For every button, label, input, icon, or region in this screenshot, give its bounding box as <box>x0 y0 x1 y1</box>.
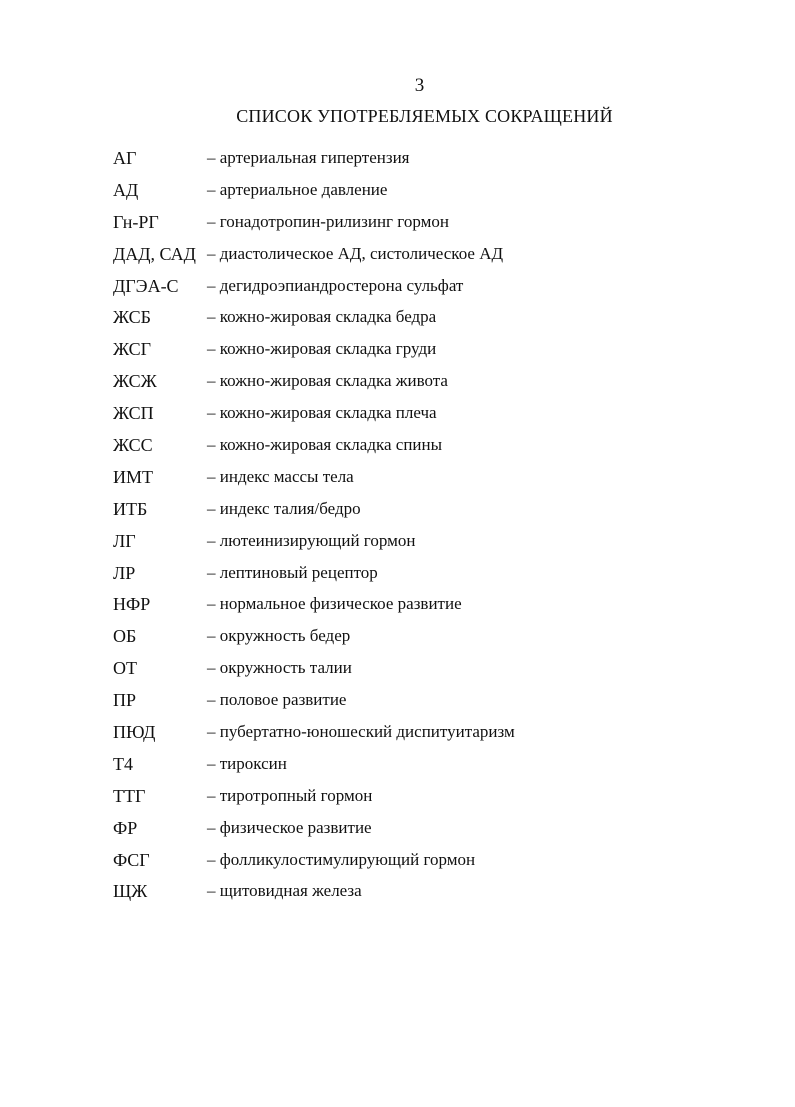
abbreviation-row <box>113 688 753 720</box>
abbreviation-term: ЛР <box>113 562 136 583</box>
page-number: 3 <box>414 75 425 96</box>
abbreviation-row <box>113 720 753 752</box>
abbreviation-row <box>113 305 753 337</box>
abbreviation-definition: – кожно-жировая складка плеча <box>207 403 437 423</box>
abbreviation-term: АД <box>113 179 139 200</box>
abbreviation-definition: – лютеинизирующий гормон <box>207 530 416 550</box>
abbreviation-term: ЛГ <box>113 530 136 551</box>
abbreviation-definition: – окружность талии <box>207 658 352 678</box>
abbreviation-term: ДАД, САД <box>113 243 196 264</box>
abbreviation-row <box>113 242 753 274</box>
abbreviation-definition: – диастолическое АД, систолическое АД <box>207 243 504 263</box>
abbreviation-definition: – индекс талия/бедро <box>207 498 361 518</box>
abbreviation-definition: – кожно-жировая складка живота <box>207 371 448 391</box>
abbreviation-term: ТТГ <box>113 785 146 806</box>
abbreviation-term: Гн-РГ <box>113 211 159 232</box>
abbreviation-definition: – половое развитие <box>207 690 347 710</box>
abbreviation-term: ПР <box>113 690 137 711</box>
abbreviation-definition: – лептиновый рецептор <box>207 562 378 582</box>
abbreviation-definition: – дегидроэпиандростерона сульфат <box>207 275 464 295</box>
abbreviation-list <box>113 146 753 911</box>
abbreviation-row <box>113 752 753 784</box>
abbreviation-term: ОТ <box>113 658 137 679</box>
abbreviation-definition: – кожно-жировая складка груди <box>207 339 437 359</box>
abbreviation-definition: – артериальное давление <box>207 179 388 199</box>
abbreviation-row <box>113 337 753 369</box>
abbreviation-definition: – пубертатно-юношеский диспитуитаризм <box>207 722 515 742</box>
abbreviation-row <box>113 401 753 433</box>
abbreviation-row <box>113 210 753 242</box>
abbreviation-row <box>113 274 753 306</box>
abbreviation-term: ДГЭА-С <box>113 275 179 296</box>
abbreviation-term: Т4 <box>113 753 133 774</box>
abbreviation-term: ФР <box>113 817 138 838</box>
abbreviation-term: ПЮД <box>113 722 156 743</box>
abbreviation-row <box>113 592 753 624</box>
abbreviation-term: ФСГ <box>113 849 150 870</box>
abbreviation-term: НФР <box>113 594 151 615</box>
abbreviation-definition: – артериальная гипертензия <box>207 148 410 167</box>
abbreviation-definition: – щитовидная железа <box>207 881 362 901</box>
abbreviation-definition: – нормальное физическое развитие <box>207 594 462 614</box>
abbreviation-row <box>113 433 753 465</box>
abbreviation-term: ЖСС <box>113 435 153 456</box>
abbreviation-row <box>113 497 753 529</box>
abbreviation-row <box>113 879 753 911</box>
abbreviation-term: ЖСГ <box>113 339 152 360</box>
abbreviation-term: ЩЖ <box>113 881 148 902</box>
abbreviation-definition: – индекс массы тела <box>207 466 354 486</box>
abbreviation-term: ЖСП <box>113 403 154 424</box>
page-title: СПИСОК УПОТРЕБЛЯЕМЫХ СОКРАЩЕНИЙ <box>236 106 613 126</box>
abbreviation-row <box>113 624 753 656</box>
abbreviation-definition: – фолликулостимулирующий гормон <box>207 849 476 869</box>
abbreviation-definition: – физическое развитие <box>207 817 372 837</box>
abbreviation-row <box>113 848 753 880</box>
abbreviation-definition: – кожно-жировая складка бедра <box>207 307 437 327</box>
abbreviation-term: АГ <box>113 148 137 168</box>
abbreviation-row <box>113 816 753 848</box>
abbreviation-definition: – тироксин <box>207 753 287 773</box>
abbreviation-term: ЖСБ <box>113 307 152 328</box>
abbreviation-definition: – гонадотропин-рилизинг гормон <box>207 211 449 231</box>
abbreviation-definition: – тиротропный гормон <box>207 785 373 805</box>
abbreviation-term: ЖСЖ <box>113 371 157 392</box>
abbreviation-term: ИМТ <box>113 466 153 487</box>
abbreviation-row <box>113 369 753 401</box>
abbreviation-row <box>113 178 753 210</box>
abbreviation-row <box>113 784 753 816</box>
abbreviation-definition: – окружность бедер <box>207 626 351 646</box>
abbreviation-row <box>113 656 753 688</box>
abbreviation-row <box>113 529 753 561</box>
abbreviation-row <box>113 561 753 593</box>
abbreviation-row <box>113 465 753 497</box>
abbreviation-definition: – кожно-жировая складка спины <box>207 435 443 455</box>
abbreviation-term: ИТБ <box>113 498 148 519</box>
abbreviation-term: ОБ <box>113 626 137 647</box>
abbreviation-row <box>113 146 753 178</box>
